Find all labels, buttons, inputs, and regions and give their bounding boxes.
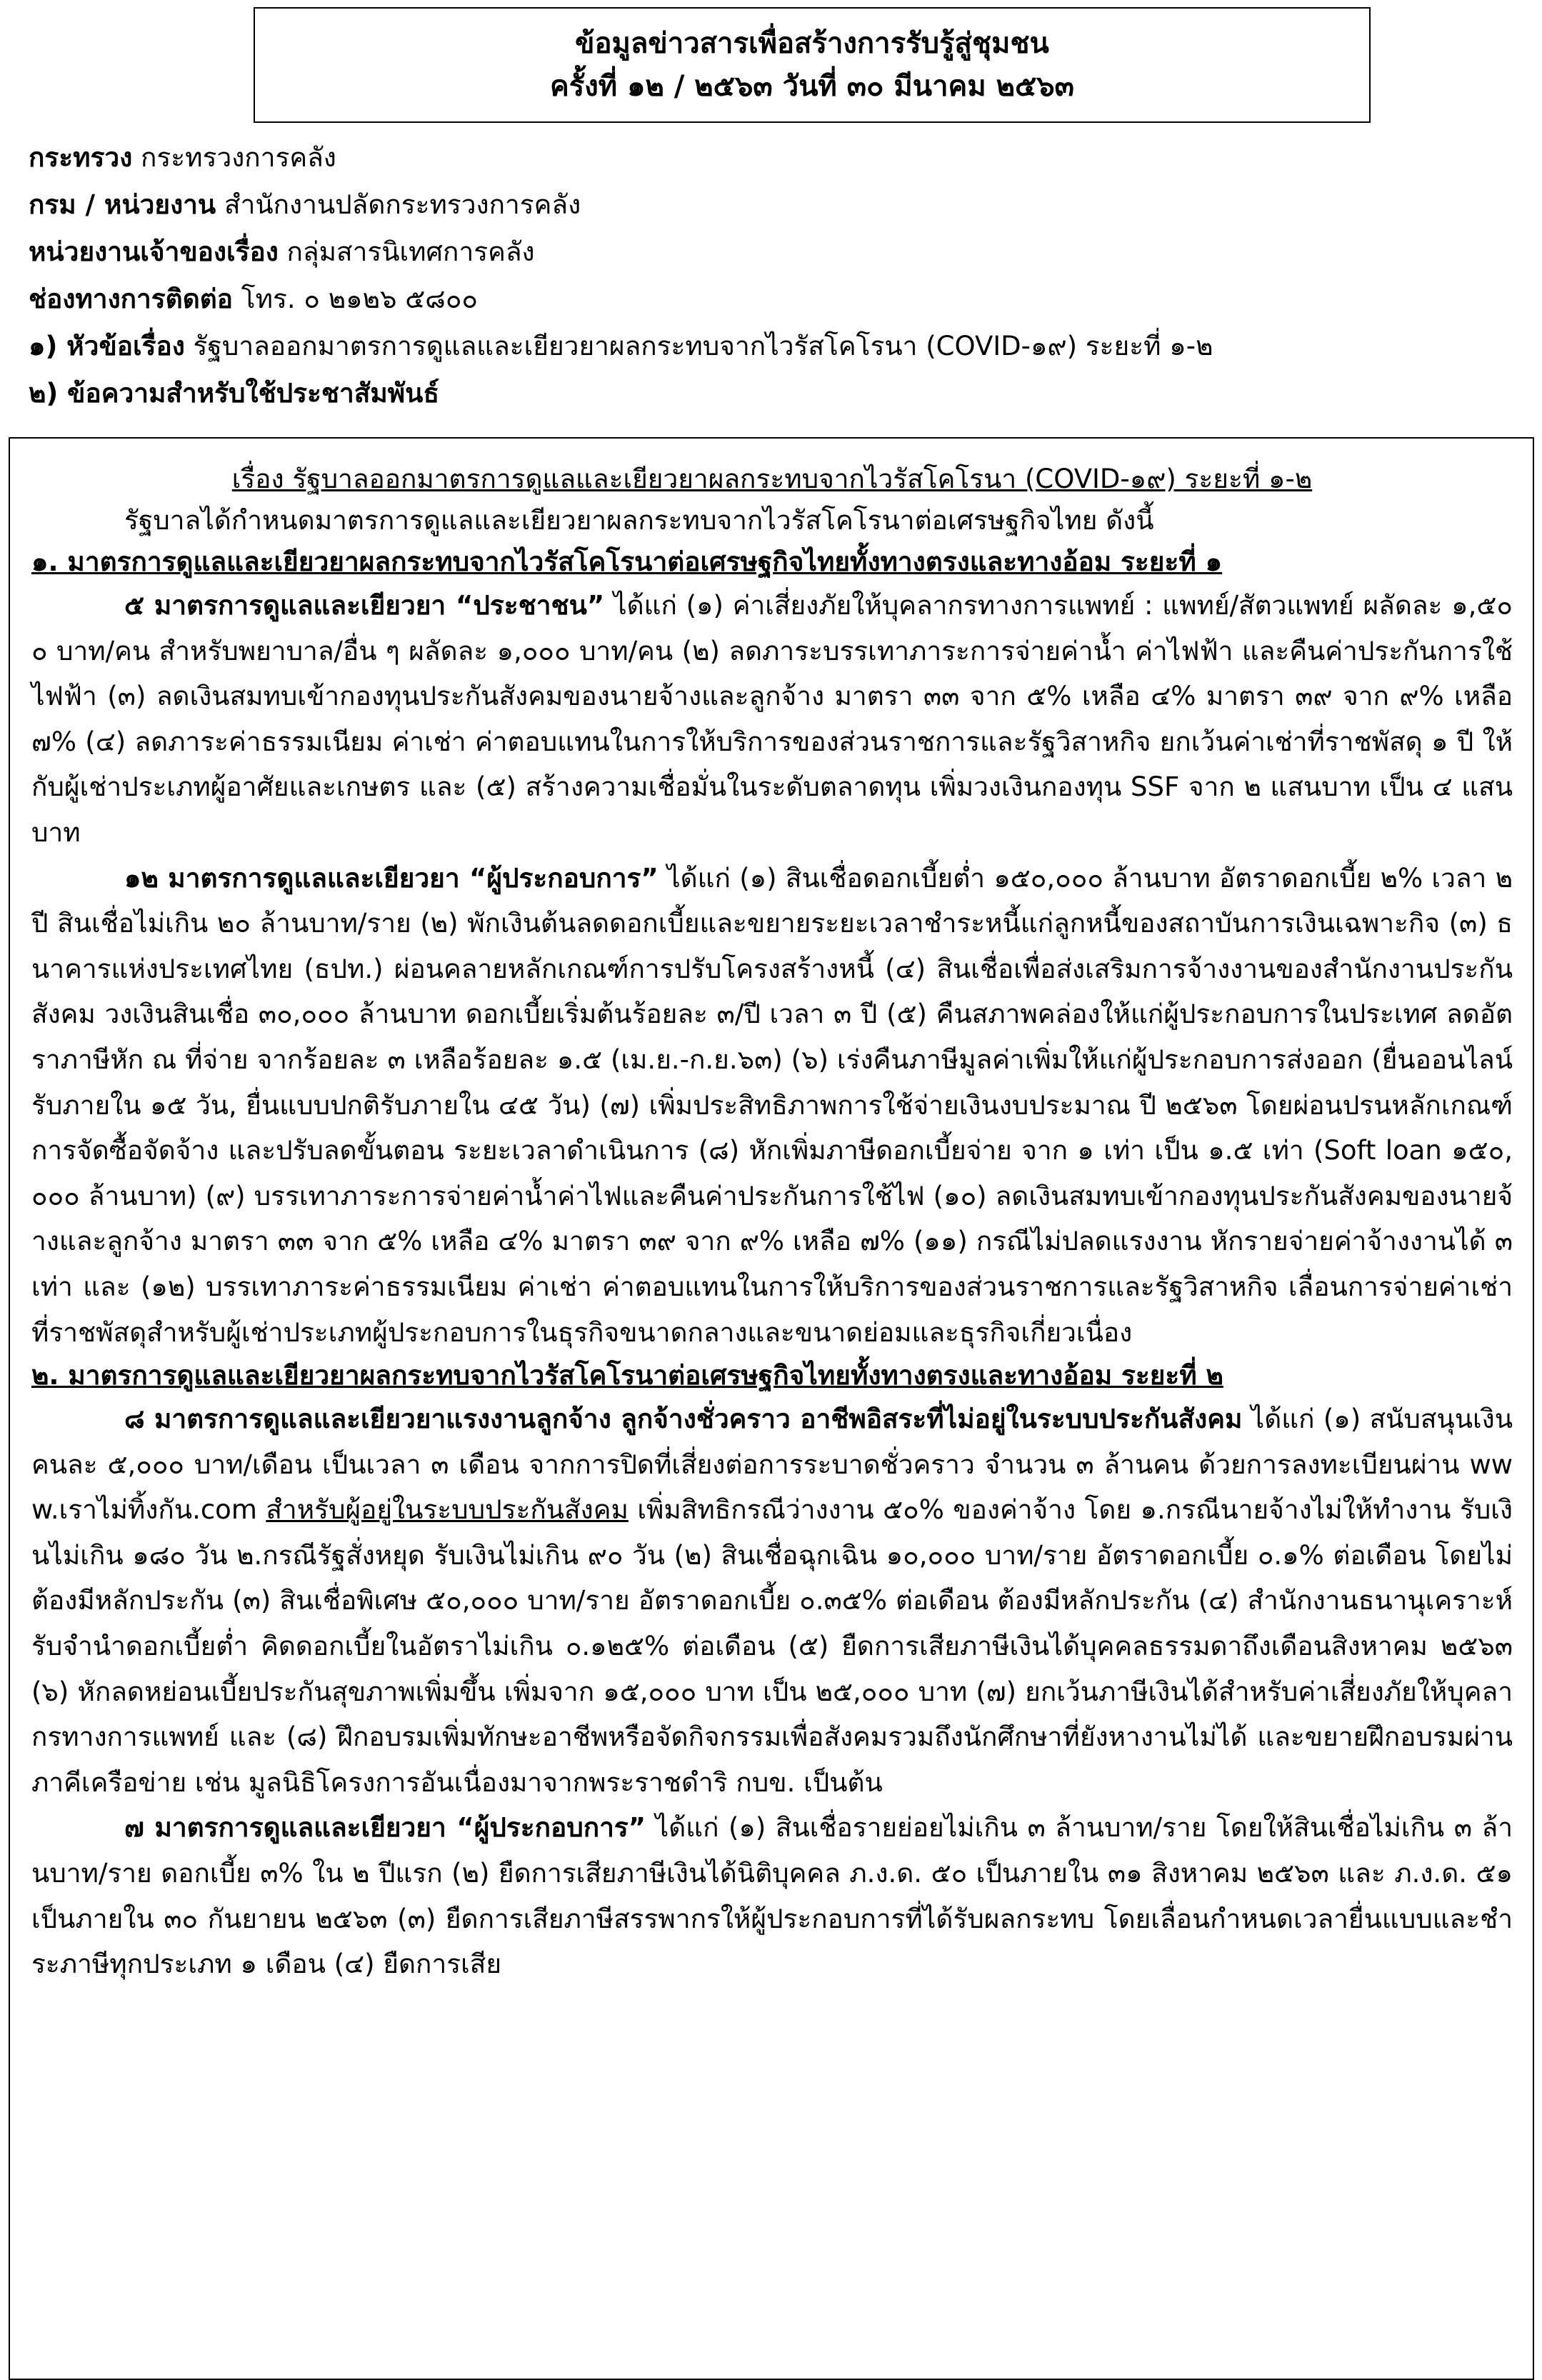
paragraph-workers-measures bbox=[31, 1396, 1513, 1805]
paragraph-lead: ๑๒ มาตรการดูแลและเยียวยา “ผู้ประกอบการ” bbox=[124, 862, 659, 894]
pr-label: ๒) ข้อความสำหรับใช้ประชาสัมพันธ์ bbox=[29, 378, 440, 409]
contact-row bbox=[29, 276, 1514, 323]
press-release-content bbox=[10, 439, 1533, 1987]
department-row bbox=[29, 181, 1514, 229]
owner-row bbox=[29, 229, 1514, 276]
pr-row bbox=[29, 370, 1514, 417]
owner-label: หน่วยงานเจ้าของเรื่อง bbox=[29, 236, 279, 267]
paragraph-body-continued: เพิ่มสิทธิกรณีว่างงาน ๕๐% ของค่าจ้าง โดย ๑.กรณีนายจ้างไม่ให้ทำงาน รับเงินไม่เกิน ๑๘๐ วัน ๒.กรณีรัฐสั่งหยุด รับเงินไม่เกิน ๙๐ วัน (๒) สินเชื่อฉุกเฉิน ๑๐,๐๐๐ บาท/ราย อัตราดอกเบี้ย ๐.๑% ต่อเดือน โดยไม่ต้องมีหลักประกัน (๓) สินเชื่อพิเศษ ๕๐,๐๐๐ บาท/ราย อัตราดอกเบี้ย ๐.๓๕% ต่อเดือน ต้องมีหลักประกัน (๔) สำนักงานธนานุเคราะห์รับจำนำดอกเบี้ยต่ำ คิดดอกเบี้ยในอัตราไม่เกิน ๐.๑๒๕% ต่อเดือน (๕) ยืดการเสียภาษีเงินได้บุคคลธรรมดาถึงเดือนสิงหาคม ๒๕๖๓ (๖) หักลดหย่อนเบี้ยประกันสุขภาพเพิ่มขึ้น เพิ่มจาก ๑๕,๐๐๐ บาท เป็น ๒๕,๐๐๐ บาท (๗) ยกเว้นภาษีเงินได้สำหรับค่าเสี่ยงภัยให้บุคลากรทางการแพทย์ และ (๘) ฝึกอบรมเพิ่มทักษะอาชีพหรือจัดกิจกรรมเพื่อสังคมรวมถึงนักศึกษาที่ยังหางานไม่ได้ และขยายฝึกอบรมผ่านภาคีเครือข่าย เช่น มูลนิธิโครงการอันเนื่องมาจากพระราชดำริ กบข. เป็นต้น bbox=[31, 1494, 1513, 1798]
paragraph-body: ได้แก่ (๑) สนับสนุนเงิน คนละ ๕,๐๐๐ บาท/เดือน เป็นเวลา ๓ เดือน จากการปิดที่เสี่ยงต่อการระบาดชั่วคราว จำนวน ๓ ล้านคน ด้วยการลงทะเบียนผ่าน www.เราไม่ทิ้งกัน.com bbox=[31, 1404, 1513, 1526]
topic-row bbox=[29, 323, 1514, 370]
document-issue: ครั้งที่ ๑๒ / ๒๕๖๓ วันที่ ๓๐ มีนาคม ๒๕๖๓ bbox=[550, 70, 1074, 103]
topic-value: รัฐบาลออกมาตรการดูแลและเยียวยาผลกระทบจากไวรัสโคโรนา (COVID-๑๙) ระยะที่ ๑-๒ bbox=[193, 331, 1213, 361]
press-release-box bbox=[9, 437, 1534, 2380]
owner-value: กลุ่มสารนิเทศการคลัง bbox=[286, 236, 535, 267]
paragraph-business-measures-phase1 bbox=[31, 856, 1513, 1356]
paragraph-body: ได้แก่ (๑) สินเชื่อดอกเบี้ยต่ำ ๑๕๐,๐๐๐ ล้านบาท อัตราดอกเบี้ย ๒% เวลา ๒ ปี สินเชื่อไม่เกิน ๒๐ ล้านบาท/ราย (๒) พักเงินต้นลดดอกเบี้ยและขยายระยะเวลาชำระหนี้แก่ลูกหนี้ของสถาบันการเงินเฉพาะกิจ (๓) ธนาคารแห่งประเทศไทย (ธปท.) ผ่อนคลายหลักเกณฑ์การปรับโครงสร้างหนี้ (๔) สินเชื่อเพื่อส่งเสริมการจ้างงานของสำนักงานประกันสังคม วงเงินสินเชื่อ ๓๐,๐๐๐ ล้านบาท ดอกเบี้ยเริ่มต้นร้อยละ ๓/ปี เวลา ๓ ปี (๕) คืนสภาพคล่องให้แก่ผู้ประกอบการในประเทศ ลดอัตราภาษีหัก ณ ที่จ่าย จากร้อยละ ๓ เหลือร้อยละ ๑.๕ (เม.ย.-ก.ย.๖๓) (๖) เร่งคืนภาษีมูลค่าเพิ่มให้แก่ผู้ประกอบการส่งออก (ยื่นออนไลน์ รับภายใน ๑๕ วัน, ยื่นแบบปกติรับภายใน ๔๕ วัน) (๗) เพิ่มประสิทธิภาพการใช้จ่ายเงินงบประมาณ ปี ๒๕๖๓ โดยผ่อนปรนหลักเกณฑ์การจัดซื้อจัดจ้าง และปรับลดขั้นตอน ระยะเวลาดำเนินการ (๘) หักเพิ่มภาษีดอกเบี้ยจ่าย จาก ๑ เท่า เป็น ๑.๕ เท่า (Soft loan ๑๕๐,๐๐๐ ล้านบาท) (๙) บรรเทาภาระการจ่ายค่าน้ำค่าไฟและคืนค่าประกันการใช้ไฟ (๑๐) ลดเงินสมทบเข้ากองทุนประกันสังคมของนายจ้างและลูกจ้าง มาตรา ๓๓ จาก ๕% เหลือ ๔% มาตรา ๓๙ จาก ๙% เหลือ ๗% (๑๑) กรณีไม่ปลดแรงงาน หักรายจ่ายค่าจ้างงานได้ ๓ เท่า และ (๑๒) บรรเทาภาระค่าธรรมเนียม ค่าเช่า ค่าตอบแทนในการให้บริการของส่วนราชการและรัฐวิสาหกิจ เลื่อนการจ่ายค่าเช่าที่ราชพัสดุสำหรับผู้เช่าประเภทผู้ประกอบการในธุรกิจขนาดกลางและขนาดย่อมและธุรกิจเกี่ยวเนื่อง bbox=[31, 862, 1513, 1348]
topic-label: ๑) หัวข้อเรื่อง bbox=[29, 331, 185, 361]
subject-line: เรื่อง รัฐบาลออกมาตรการดูแลและเยียวยาผลกระทบจากไวรัสโคโรนา (COVID-๑๙) ระยะที่ ๑-๒ bbox=[231, 464, 1313, 494]
department-value: สำนักงานปลัดกระทรวงการคลัง bbox=[224, 189, 581, 220]
section-1-heading: ๑. มาตรการดูแลและเยียวยาผลกระทบจากไวรัสโคโรนาต่อเศรษฐกิจไทยทั้งทางตรงและทางอ้อม ระยะที่ ๑ bbox=[31, 546, 1223, 577]
title-box bbox=[254, 7, 1371, 123]
paragraph-underline: สำหรับผู้อยู่ในระบบประกันสังคม bbox=[266, 1494, 629, 1526]
paragraph-business-measures-phase2 bbox=[31, 1805, 1513, 1986]
paragraph-body: ได้แก่ (๑) สินเชื่อรายย่อยไม่เกิน ๓ ล้านบาท/ราย โดยให้สินเชื่อไม่เกิน ๓ ล้านบาท/ราย ดอกเบี้ย ๓% ใน ๒ ปีแรก (๒) ยืดการเสียภาษีเงินได้นิติบุคคล ภ.ง.ด. ๕๐ เป็นภายใน ๓๑ สิงหาคม ๒๕๖๓ และ ภ.ง.ด. ๕๑ เป็นภายใน ๓๐ กันยายน ๒๕๖๓ (๓) ยืดการเสียภาษีสรรพากรให้ผู้ประกอบการที่ได้รับผลกระทบ โดยเลื่อนกำหนดเวลายื่นแบบและชำระภาษีทุกประเภท ๑ เดือน (๔) ยืดการเสีย bbox=[31, 1812, 1513, 1980]
department-label: กรม / หน่วยงาน bbox=[29, 189, 216, 220]
paragraph-citizens-measures bbox=[31, 583, 1513, 856]
ministry-row bbox=[29, 134, 1514, 181]
ministry-value: กระทรวงการคลัง bbox=[141, 142, 336, 173]
ministry-label: กระทรวง bbox=[29, 142, 133, 173]
section-2-heading: ๒. มาตรการดูแลและเยียวยาผลกระทบจากไวรัสโคโรนาต่อเศรษฐกิจไทยทั้งทางตรงและทางอ้อม ระยะที่ ๒ bbox=[31, 1360, 1223, 1391]
paragraph-lead: ๗ มาตรการดูแลและเยียวยา “ผู้ประกอบการ” bbox=[124, 1812, 646, 1844]
metadata-block bbox=[29, 134, 1514, 417]
document-title: ข้อมูลข่าวสารเพื่อสร้างการรับรู้สู่ชุมชน bbox=[575, 27, 1049, 60]
contact-value: โทร. ๐ ๒๑๒๖ ๕๘๐๐ bbox=[241, 284, 478, 314]
paragraph-lead: ๘ มาตรการดูแลและเยียวยาแรงงานลูกจ้าง ลูกจ้างชั่วคราว อาชีพอิสระที่ไม่อยู่ในระบบประกันสังคม bbox=[124, 1404, 1243, 1435]
paragraph-lead: ๕ มาตรการดูแลและเยียวยา “ประชาชน” bbox=[124, 590, 605, 621]
intro-line: รัฐบาลได้กำหนดมาตรการดูแลและเยียวยาผลกระทบจากไวรัสโคโรนาต่อเศรษฐกิจไทย ดังนี้ bbox=[124, 505, 1154, 536]
contact-label: ช่องทางการติดต่อ bbox=[29, 284, 233, 314]
paragraph-body: ได้แก่ (๑) ค่าเสี่ยงภัยให้บุคลากรทางการแพทย์ : แพทย์/สัตวแพทย์ ผลัดละ ๑,๕๐๐ บาท/คน สำหรับพยาบาล/อื่น ๆ ผลัดละ ๑,๐๐๐ บาท/คน (๒) ลดภาระบรรเทาภาระการจ่ายค่าน้ำ ค่าไฟฟ้า และคืนค่าประกันการใช้ไฟฟ้า (๓) ลดเงินสมทบเข้ากองทุนประกันสังคมของนายจ้างและลูกจ้าง มาตรา ๓๓ จาก ๕% เหลือ ๔% มาตรา ๓๙ จาก ๙% เหลือ ๗% (๔) ลดภาระค่าธรรมเนียม ค่าเช่า ค่าตอบแทนในการให้บริการของส่วนราชการและรัฐวิสาหกิจ ยกเว้นค่าเช่าที่ราชพัสดุ ๑ ปี ให้กับผู้เช่าประเภทผู้อาศัยและเกษตร และ (๕) สร้างความเชื่อมั่นในระดับตลาดทุน เพิ่มวงเงินกองทุน SSF จาก ๒ แสนบาท เป็น ๔ แสนบาท bbox=[31, 590, 1513, 848]
